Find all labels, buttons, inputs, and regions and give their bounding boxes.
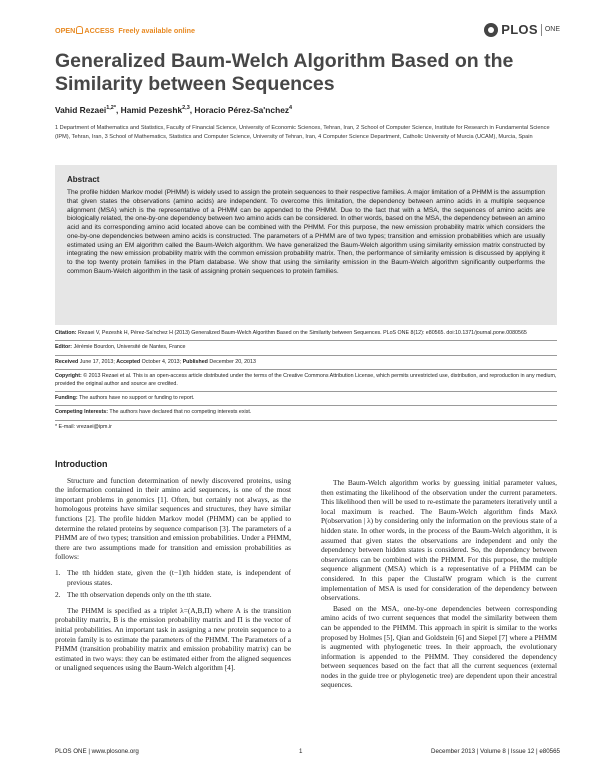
funding-label: Funding: (55, 395, 78, 402)
competing-interests-text: The authors have declared that no competing interests exist. (109, 409, 252, 416)
editor-text: Jérémie Bourdon, Université de Nantes, France (73, 344, 186, 351)
intro-paragraph-1: Structure and function determination of newly discovered proteins, using the information contained in their amino acid sequences, is one of the most important problems in genomics [1]. Often, but certainly not always, as the homologous proteins have similar sequences and structures, they have similar functions [2]. The profile hidden Markov model (PHMM) can be applied to determine the related proteins by sequence comparison [3]. The parameters of a PHMM are of two types; transition and emission probabilities. Under a PHMM, there are two assumptions made for transition and emission probabilities as follows: (55, 475, 291, 562)
body-paragraph-1: The Baum-Welch algorithm works by guessing initial parameter values, then estimating the likelihood of the observation under the current parameters. This likelihood then will be used to re-estimate the parameters iteratively until a local maximum is reached. The Baum-Welch algorithm finds Maxλ P(observation | λ) by considering only the information on the previous state of a hidden state. In other words, in the process of the Baum-Welch algorithm, it is assumed that given states the observations are independent and only the dependency between hidden states is considered. So, the dependency between observations can be combined with the PHMM. For this purpose, the multiple sequence alignment (MSA) which is a representative of a PHMM can be considered. In this paper the ClustalW program which is the current implementation of MSA is used for consideration of the dependency between observations. (321, 478, 557, 603)
competing-interests-row (55, 406, 557, 420)
list-item-text: The tth hidden state, given the (t−1)th hidden state, is independent of previous states. (67, 567, 291, 587)
author-affil-marker: 4 (289, 105, 293, 112)
affiliations: 1 Department of Mathematics and Statistics, Faculty of Financial Science, University of Economic Sciences, Tehran, Iran, 2 School of Computer Science, Institute for Research in Fundamental Science (IPM), Tehran, Iran, 3 School of Mathematics, Statistics and Computer Science, University of Tehran, Iran, 4 Computer Science Department, Catholic University of Murcia (UCAM), Murcia, Spain (55, 125, 550, 140)
received-label: Received (55, 358, 79, 365)
freely-available-label: Freely available online (118, 26, 196, 35)
citation-text: Rezaei V, Pezeshk H, Pérez-Sa'nchez H (2013) Generalized Baum-Welch Algorithm Based on the Similarity between Sequences. PLoS ONE 8(12): e80565. doi:10.1371/journal.pone.0080565 (77, 330, 527, 336)
dates-row (55, 356, 557, 370)
competing-interests-label: Competing Interests: (55, 409, 108, 416)
assumptions-list (55, 568, 291, 600)
left-column (55, 460, 291, 674)
author-affil-marker: 1,2* (106, 105, 116, 112)
received-date: June 17, 2013; (79, 358, 115, 365)
plos-one-label: ONE (544, 26, 560, 33)
author-name: Vahid Rezaei (55, 105, 107, 115)
accepted-date: October 4, 2013; (141, 358, 182, 365)
introduction-heading: Introduction (55, 459, 108, 469)
abstract-text: The profile hidden Markov model (PHMM) is widely used to assign the protein sequences to their respective families. A major limitation of a PHMM is the assumption that given states the observations (amino acids) are independent. To overcome this limitation, the dependency between amino acids in a multiple sequence alignment (MSA) which is the representative of a PHMM can be appended to the PHMM. Due to the fact that with a MSA, the sequences of amino acids are biologically related, the one-by-one dependency between two amino acids can be considered. In other words, based on the MSA, the dependency between an amino acid and its corresponding amino acid located above can be combined with the PHMM. For this purpose, the new emission probability matrix which considers the one-by-one dependencies between amino acids is constructed. The parameters of a PHMM are of two types; transition and emission probabilities which are usually estimated using an EM algorithm called the Baum-Welch algorithm. We have generalized the Baum-Welch algorithm using similarity emission matrix constructed by integrating the new emission probability matrix with the common emission probability matrix. Then, the performance of similarity emission is discussed by applying it to the top twenty protein families in the Pfam database. We show that using the similarity emission in the Baum-Welch algorithm significantly outperforms the common Baum-Welch algorithm in the task of assigning protein sequences to protein families. (67, 189, 545, 275)
page-header (55, 22, 560, 42)
list-number: 2. (55, 590, 61, 600)
list-item (55, 568, 291, 587)
open-access-lock-icon (76, 26, 83, 34)
footer-journal[interactable]: PLOS ONE | www.plosone.org (55, 748, 139, 755)
author-affil-marker: 2,3 (182, 105, 190, 112)
list-number: 1. (55, 567, 61, 577)
copyright-text: © 2013 Rezaei et al. This is an open-access article distributed under the terms of the Creative Commons Attribution License, which permits unrestricted use, distribution, and reproduction in any medium, provided the original author and source are credited. (55, 373, 557, 387)
access-label: ACCESS (84, 26, 115, 35)
logo-divider (541, 24, 542, 36)
accepted-label: Accepted (116, 358, 141, 365)
article-title: Generalized Baum-Welch Algorithm Based on the Similarity between Sequences (55, 50, 514, 95)
editor-label: Editor: (55, 344, 73, 351)
published-date: December 20, 2013 (209, 358, 256, 365)
abstract-heading: Abstract (67, 175, 100, 184)
open-label: OPEN (55, 26, 76, 35)
plos-logo-icon (484, 23, 498, 37)
published-label: Published (182, 358, 208, 365)
funding-text: The authors have no support or funding to report. (79, 395, 195, 402)
citation-row (55, 327, 557, 341)
funding-row (55, 392, 557, 406)
copyright-label: Copyright: (55, 373, 82, 380)
author-name: Horacio Pérez-Sa'nchez (194, 105, 290, 115)
author-separator: , (116, 105, 121, 115)
list-item (55, 590, 291, 600)
citation-label: Citation: (55, 330, 77, 336)
copyright-row (55, 370, 557, 392)
author-name: Hamid Pezeshk (120, 105, 183, 115)
editor-row (55, 341, 557, 355)
author-list (55, 105, 292, 115)
intro-paragraph-2: The PHMM is specified as a triplet λ=(A,B,Π) where A is the transition probability matrix, B is the emission probability matrix and Π is the vector of initial probabilities. An important task in assigning a new protein sequence to a protein family is to estimate the parameters of the PHMM. The Parameters of a PHMM (transition probability matrix and emission probability matrix) can be estimated in two ways: they can be estimated either from the aligned sequences or unaligned sequences using the Baum-Welch algorithm [4]. (55, 605, 291, 673)
body-paragraph-2: Based on the MSA, one-by-one dependencies between corresponding amino acids of two current sequences that model the similarity between them can be appended to the PHMM. This approach in spirit is similar to the works proposed by Holmes [5], Qian and Goldstein [6] and Siepel [7] where a PHMM is augmented with phylogenetic trees. In their approach, the evolutionary information is appended to the PHMM. They considered the dependency between sequences based on the fact that all the current sequences (external nodes in the guide tree or phylogenetic tree) are dependent upon their ancestral sequences. (321, 603, 557, 690)
right-column (321, 478, 557, 691)
author-separator: , (189, 105, 195, 115)
footer-issue: December 2013 | Volume 8 | Issue 12 | e80565 (431, 748, 560, 755)
list-item-text: The tth observation depends only on the tth state. (67, 590, 212, 600)
corresponding-email[interactable]: * E-mail: vrezaei@ipm.ir (55, 423, 112, 430)
page-number: 1 (299, 748, 303, 755)
abstract-box (55, 165, 557, 325)
plos-logo-text: PLOS (501, 22, 538, 37)
plos-one-logo (484, 22, 560, 37)
open-access-banner (55, 26, 195, 35)
article-metadata (55, 327, 557, 434)
email-row (55, 421, 557, 434)
